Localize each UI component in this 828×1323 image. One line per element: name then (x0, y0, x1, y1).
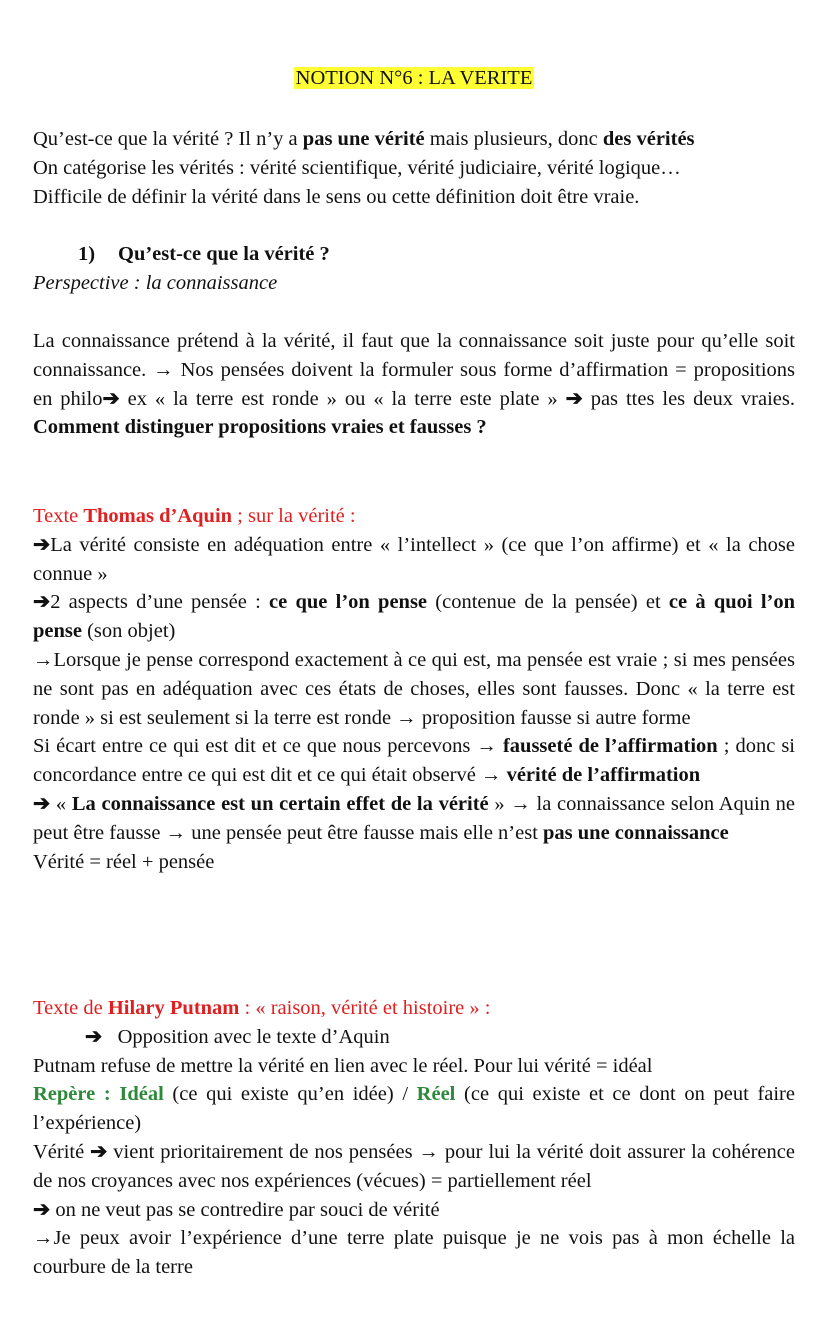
section-1-heading: 1) Qu’est-ce que la vérité ? (78, 243, 330, 265)
arrow-icon: → (480, 764, 502, 787)
arrow-icon: → (33, 648, 54, 671)
aquin-point-4: Si écart entre ce qui est dit et ce que nous percevons → fausseté de l’affirmation ; donc si concordance entre ce qui est dit et ce qui était observé → vérité de l’affirmation (33, 735, 795, 787)
intro-line-1: Qu’est-ce que la vérité ? Il n’y a pas une vérité mais plusieurs, donc des vérités (33, 128, 695, 150)
arrow-icon: → (153, 358, 174, 381)
intro-block (33, 125, 795, 211)
putnam-point-4: ➔ on ne veut pas se contredire par souci de vérité (33, 1198, 440, 1221)
putnam-heading: Texte de Hilary Putnam : « raison, vérité et histoire » : (33, 997, 491, 1019)
putnam-section (33, 994, 795, 1282)
arrow-icon: → (418, 1140, 439, 1163)
aquin-point-2: ➔2 aspects d’une pensée : ce que l’on pense (contenue de la pensée) et ce à quoi l’on pense (son objet) (33, 591, 796, 643)
putnam-repere: Repère : Idéal (ce qui existe qu’en idée) / Réel (ce qui existe et ce dont on peut faire l’expérience) (33, 1083, 795, 1135)
title-highlight: NOTION N°6 : LA VERITE (295, 67, 533, 89)
aquin-point-1: ➔La vérité consiste en adéquation entre « l’intellect » (ce que l’on affirme) et « la chose connue » (33, 533, 795, 585)
arrow-icon: ➔ (90, 1140, 108, 1163)
section-1-perspective: Perspective : la connaissance (33, 271, 278, 294)
arrow-icon: → (396, 706, 417, 729)
putnam-point-1: Putnam refuse de mettre la vérité en lien avec le réel. Pour lui vérité = idéal (33, 1054, 653, 1077)
putnam-point-5: →Je peux avoir l’expérience d’une terre plate puisque je ne vois pas à mon échelle la courbure de la terre (33, 1227, 795, 1279)
arrow-icon: ➔ (33, 1198, 51, 1221)
arrow-icon: ➔ (565, 387, 583, 410)
aquin-point-3: →Lorsque je pense correspond exactement à ce qui est, ma pensée est vraie ; si mes pensées ne sont pas en adéquation avec ces états de choses, elles sont fausses. Donc « la terre est ronde » si est seulement si la terre est ronde → proposition fausse si autre forme (33, 648, 795, 729)
putnam-point-3: Vérité ➔ vient prioritairement de nos pensées → pour lui la vérité doit assurer la cohérence de nos croyances avec nos expériences (vécues) = partiellement réel (33, 1140, 795, 1192)
page-title (0, 64, 828, 93)
arrow-icon: → (33, 1227, 54, 1250)
section-1 (33, 240, 795, 298)
aquin-point-5: ➔ « La connaissance est un certain effet de la vérité » → la connaissance selon Aquin ne peut être fausse → une pensée peut être fausse mais elle n’est pas une connaissance (33, 792, 795, 844)
arrow-icon: ➔ (102, 387, 120, 410)
arrow-icon: → (510, 792, 531, 815)
aquin-summary: Vérité = réel + pensée (33, 850, 215, 873)
arrow-icon: ➔ (85, 1025, 103, 1048)
arrow-icon: ➔ (33, 591, 51, 614)
intro-line-2: On catégorise les vérités : vérité scientifique, vérité judiciaire, vérité logique… (33, 156, 681, 179)
intro-line-3: Difficile de définir la vérité dans le sens ou cette définition doit être vraie. (33, 185, 640, 208)
aquin-section (33, 502, 795, 876)
arrow-icon: ➔ (33, 533, 51, 556)
aquin-heading: Texte Thomas d’Aquin ; sur la vérité : (33, 505, 356, 527)
paragraph-connaissance: La connaissance prétend à la vérité, il faut que la connaissance soit juste pour qu’elle soit connaissance. → Nos pensées doivent la formuler sous forme d’affirmation = propositions en philo➔ ex « la terre est ronde » ou « la terre este plate » ➔ pas ttes les deux vraies. Comment distinguer propositions vraies et fausses ? (33, 330, 795, 439)
arrow-icon: → (165, 821, 187, 844)
arrow-icon: → (476, 735, 497, 758)
arrow-icon: ➔ (33, 792, 51, 815)
putnam-bullet-1: ➔ Opposition avec le texte d’Aquin (85, 1025, 390, 1048)
